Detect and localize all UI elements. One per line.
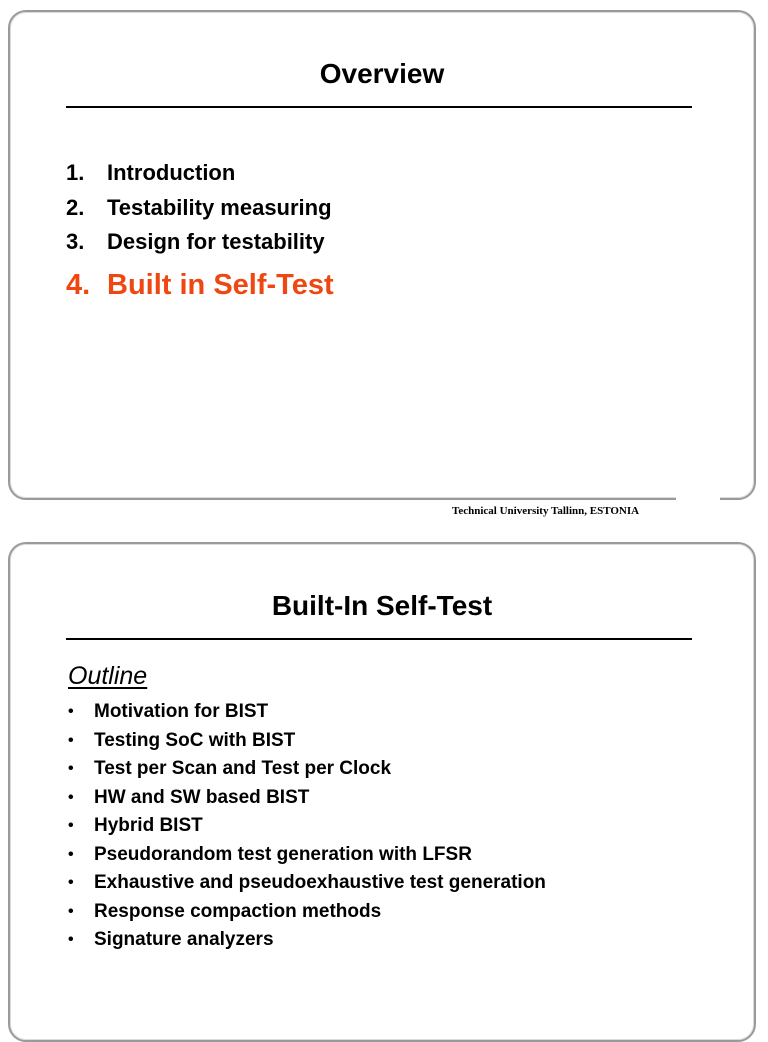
overview-item-testability-measuring [66,191,334,226]
list-item-label: HW and SW based BIST [94,786,310,808]
outline-heading: Outline [68,662,148,690]
overview-item-introduction [66,156,334,191]
bullet-icon: • [68,931,74,948]
outline-list [66,698,546,955]
list-item-label: Signature analyzers [94,929,274,950]
list-item-label: Test per Scan and Test per Clock [94,758,392,779]
item-number: 1. [66,160,85,185]
list-item-label: Exhaustive and pseudoexhaustive test generation [94,872,546,893]
item-label: Introduction [107,160,236,185]
item-number: 3. [66,229,85,254]
bullet-icon: • [68,760,74,777]
slide-title: Overview [319,58,445,89]
bullet-icon: • [68,817,74,834]
item-number: 4. [66,268,91,301]
overview-item-design-for-testability [66,225,334,260]
bullet-icon: • [68,874,74,891]
list-item [66,698,546,727]
list-item [66,727,546,756]
list-item-label: Motivation for BIST [94,701,269,722]
bullet-icon: • [68,788,74,806]
bullet-icon: • [68,703,74,720]
bullet-icon: • [68,902,74,920]
bullet-icon: • [68,845,74,863]
footer-institution: Technical University Tallinn, ESTONIA [452,505,640,517]
list-item-label: Testing SoC with BIST [94,729,296,751]
list-item-label: Response compaction methods [94,900,382,922]
list-item-label: Hybrid BIST [94,815,203,836]
list-item [66,812,546,841]
list-item [66,926,546,955]
list-item [66,898,546,927]
list-item [66,784,546,813]
item-label: Design for testability [107,229,325,254]
list-item [66,869,546,898]
list-item [66,841,546,870]
title-divider [66,638,692,640]
overview-item-built-in-self-test [66,263,334,307]
item-label: Testability measuring [107,194,332,220]
list-item [66,755,546,784]
footer-patch [676,472,720,520]
slide-built-in-self-test [8,542,756,1042]
title-divider [66,106,692,108]
overview-list [66,156,334,307]
item-number: 2. [66,194,85,220]
item-label: Built in Self-Test [107,268,334,301]
list-item-label: Pseudorandom test generation with LFSR [94,843,472,865]
bullet-icon: • [68,731,74,749]
slide-overview [8,10,756,500]
slide-title: Built-In Self-Test [271,590,493,621]
